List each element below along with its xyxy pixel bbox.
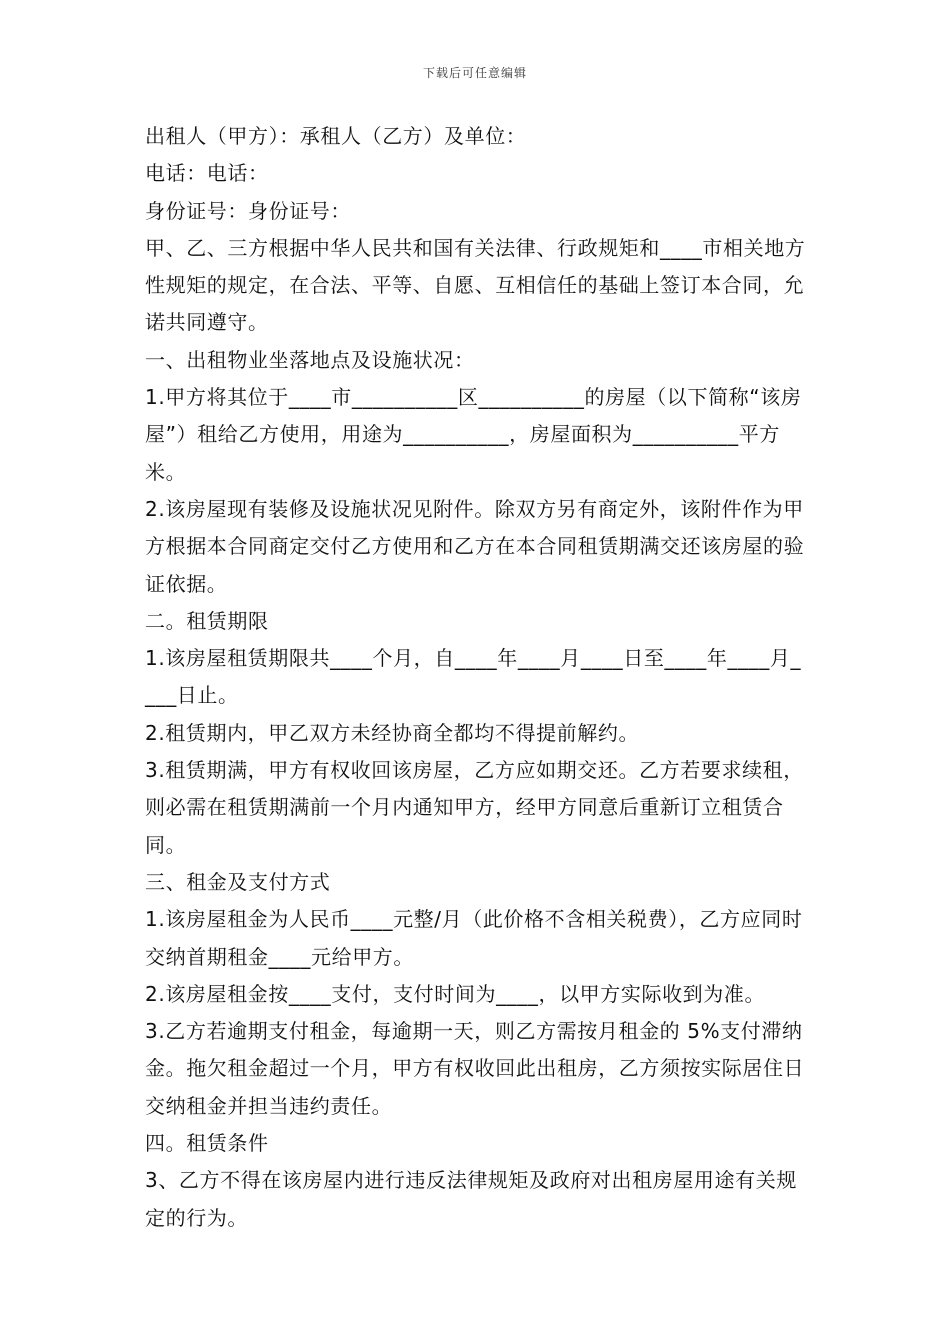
clause-3-2: 2.该房屋租金按____支付，支付时间为____，以甲方实际收到为准。 (145, 981, 766, 1006)
id-line: 身份证号：身份证号： (145, 198, 351, 223)
party-line: 出租人（甲方）：承租人（乙方）及单位： (145, 124, 527, 148)
clause-1-1: 1.甲方将其位于____市__________区__________的房屋（以下简称“该房屋”）租给乙方使用，用途为__________，房屋面积为__________平方米。 (145, 385, 802, 484)
section-heading-3: 三、租金及支付方式 (145, 869, 331, 894)
clause-1-2: 2.该房屋现有装修及设施状况见附件。除双方另有商定外，该附件作为甲方根据本合同商定交付乙方使用和乙方在本合同租赁期满交还该房屋的验证依据。 (145, 496, 805, 596)
clause-3-3: 3.乙方若逾期支付租金，每逾期一天，则乙方需按月租金的 5%支付滞纳金。拖欠租金超过一个月，甲方有权收回此出租房，乙方须按实际居住日交纳租金并担当违约责任。 (145, 1019, 805, 1118)
clause-2-1: 1.该房屋租赁期限共____个月，自____年____月____日至____年____月____日止。 (145, 646, 802, 708)
phone-line: 电话：电话： (145, 161, 269, 186)
contract-body (145, 118, 810, 1237)
clause-2-2: 2.租赁期内，甲乙双方未经协商全都均不得提前解约。 (145, 720, 640, 745)
clause-3-1: 1.该房屋租金为人民币____元整/月（此价格不含相关税费），乙方应同时交纳首期租金____元给甲方。 (145, 907, 803, 969)
preamble-paragraph: 甲、乙、三方根据中华人民共和国有关法律、行政规矩和____市相关地方性规矩的规定，在合法、平等、自愿、互相信任的基础上签订本合同，允诺共同遵守。 (145, 235, 806, 335)
clause-4-3: 3、乙方不得在该房屋内进行违反法律规矩及政府对出租房屋用途有关规定的行为。 (145, 1168, 797, 1230)
header-note: 下载后可任意编辑 (422, 66, 527, 80)
section-heading-1: 一、出租物业坐落地点及设施状况： (145, 347, 475, 372)
clause-2-3: 3.租赁期满，甲方有权收回该房屋，乙方应如期交还。乙方若要求续租，则必需在租赁期满前一个月内通知甲方，经甲方同意后重新订立租赁合同。 (145, 758, 804, 857)
section-heading-2: 二。租赁期限 (145, 608, 269, 633)
section-heading-4: 四。租赁条件 (145, 1131, 269, 1156)
